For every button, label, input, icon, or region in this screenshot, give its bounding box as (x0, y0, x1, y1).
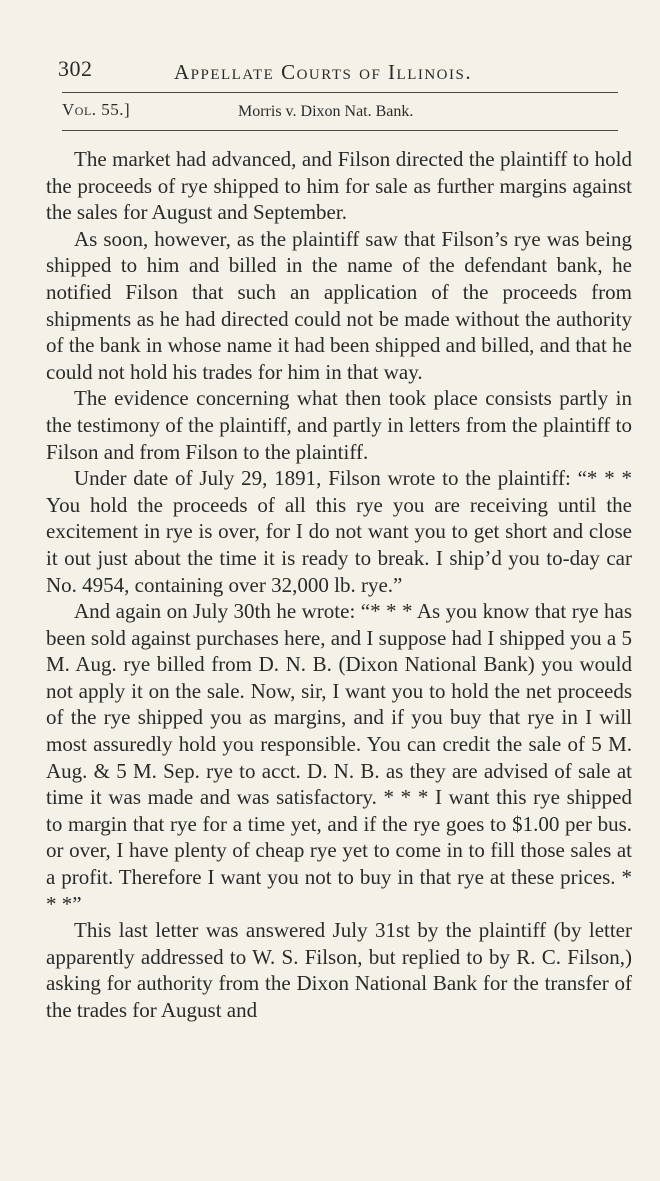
running-title: Appellate Courts of Illinois. (174, 60, 473, 84)
header-rule-bottom (62, 130, 618, 131)
header-rule-top (62, 92, 618, 93)
paragraph: This last letter was answered July 31st by the plaintiff (by letter apparently addressed to W. S. Filson, but replied to by R. C. Filson,) asking for authority from the Dixon National Bank for the transfer of the trades for August and (46, 918, 632, 1022)
paragraph: The market had advanced, and Filson directed the plaintiff to hold the proceeds of rye shipped to him for sale as further margins against the sales for August and September. (46, 147, 632, 225)
sub-header (62, 100, 618, 128)
page-header (58, 54, 618, 84)
case-name: Morris v. Dixon Nat. Bank. (238, 103, 414, 120)
paragraph: As soon, however, as the plaintiff saw that Filson’s rye was being shipped to him and billed in the name of the defendant bank, he notified Filson that such an application of the proceeds from shipments as he had directed could not be made without the authority of the bank in whose name it had been shipped and billed, and that he could not hold his trades for him in that way. (46, 226, 632, 384)
body-text (46, 146, 632, 1024)
paragraph: Under date of July 29, 1891, Filson wrote to the plaintiff: “* * * You hold the proceeds of all this rye you are receiving until the excitement in rye is over, for I do not want you to get short and close it out just about the time it is ready to break. I ship’d you to-day car No. 4954, containing over 32,000 lb. rye.” (46, 466, 632, 597)
volume-label: Vol. 55.] (62, 100, 131, 119)
paragraph: And again on July 30th he wrote: “* * * As you know that rye has been sold against purchases here, and I suppose had I shipped you a 5 M. Aug. rye billed from D. N. B. (Dixon National Bank) you would not apply it on the sale. Now, sir, I want you to hold the net proceeds of the rye shipped you as margins, and if you buy that rye in I will most assuredly hold you responsible. You can credit the sale of 5 M. Aug. & 5 M. Sep. rye to acct. D. N. B. as they are advised of sale at time it was made and was satisfactory. * * * I want this rye shipped to margin that rye for a time yet, and if the rye goes to $1.00 per bus. or over, I have plenty of cheap rye yet to come in to fill those sales at a profit. Therefore I want you not to buy in that rye at these prices. * * *” (46, 599, 632, 916)
paragraph: The evidence concerning what then took place consists partly in the testimony of the plaintiff, and partly in letters from the plaintiff to Filson and from Filson to the plaintiff. (46, 386, 632, 464)
page-number: 302 (58, 56, 93, 81)
